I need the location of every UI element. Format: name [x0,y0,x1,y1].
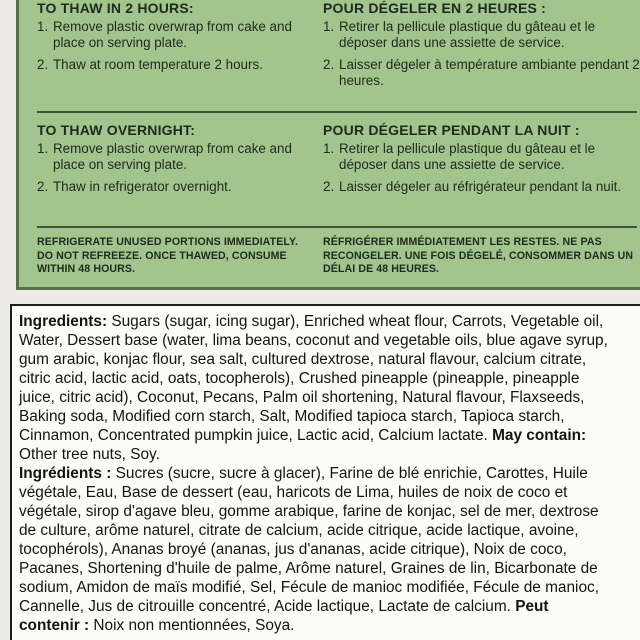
thaw-2h-fr [323,0,640,90]
section-divider [37,226,637,228]
may-contain-label-fr: Peut [515,598,549,615]
ingredients-fr-line: végétale, Eau, Base de dessert (eau, haricots de Lima, huiles de noix de coco et [19,484,568,501]
thaw-overnight-fr-step-2: 2. Laisser dégeler au réfrigérateur pendant la nuit. [323,178,622,194]
ingredients-en-line: gum arabic, konjac flour, sea salt, cultured dextrose, natural flavour, calcium citrate, [19,351,587,368]
thaw-overnight-en [37,122,319,195]
ingredients-fr-line: sodium, Amidon de maïs modifié, Sel, Fécule de manioc modifiée, Fécule de manioc, [19,579,599,596]
ingredients-en-line: Other tree nuts, Soy. [19,446,160,463]
thawing-instructions-panel [16,0,640,290]
thaw-2h-fr-step-1: 1. Retirer la pellicule plastique du gâteau et le déposer dans une assiette de service. [323,18,596,50]
ingredients-en-line: Ingredients: Sugars (sugar, icing sugar), Enriched wheat flour, Carrots, Vegetable oil, [19,313,604,330]
ingredients-en [19,312,640,464]
thaw-2h-fr-heading: POUR DÉGELER EN 2 HEURES : [323,0,547,16]
thaw-overnight-en-heading: TO THAW OVERNIGHT: [37,122,196,138]
thaw-overnight-en-step-2: 2. Thaw in refrigerator overnight. [37,178,232,194]
ingredients-fr [19,464,640,635]
ingredients-fr-line: tocophérols), Ananas broyé (ananas, jus d'ananas, acide citrique), Noix de coco, [19,541,567,558]
thaw-2h-en-heading: TO THAW IN 2 HOURS: [37,0,194,16]
thaw-2h-en [37,0,319,73]
thaw-overnight-en-step-1: 1. Remove plastic overwrap from cake and place on serving plate. [37,140,292,172]
thaw-2h-en-step-1: 1. Remove plastic overwrap from cake and place on serving plate. [37,18,292,50]
thaw-2h-en-step-2: 2. Thaw at room temperature 2 hours. [37,56,263,72]
thaw-2h-fr-step-2: 2. Laisser dégeler à température ambiante pendant 2 heures. [323,56,640,88]
ingredients-en-line: Water, Dessert base (water, lima beans, coconut and vegetable oils, blue agave syrup, [19,332,608,349]
ingredients-en-line: Cinnamon, Concentrated pumpkin juice, Lactic acid, Calcium lactate. May contain: [19,427,587,444]
ingredients-en-line: citric acid, lactic acid, oats, tocopherols), Crushed pineapple (pineapple, pineapple [19,370,580,387]
ingredients-fr-line: Ingrédients : Sucres (sucre, sucre à glacer), Farine de blé enrichie, Carottes, Huile [19,465,588,482]
ingredients-fr-line: Pacanes, Shortening d'huile de palme, Arôme naturel, Graines de lin, Bicarbonate de [19,560,598,577]
ingredients-en-line: juice, citric acid), Coconut, Pecans, Palm oil shortening, Natural flavour, Flaxseeds, [19,389,585,406]
section-divider [37,111,637,113]
ingredients-panel [10,304,640,640]
ingredients-fr-line: végétale, sirop d'agave bleu, gomme arabique, farine de konjac, sel de mer, dextrose [19,503,599,520]
ingredients-fr-line: Cannelle, Jus de citrouille concentré, Acide lactique, Lactate de calcium. Peut [19,598,549,615]
thaw-overnight-fr-step-1: 1. Retirer la pellicule plastique du gâteau et le déposer dans une assiette de service. [323,140,596,172]
storage-warning-fr: RÉFRIGÉRER IMMÉDIATEMENT LES RESTES. NE PAS RECONGELER. UNE FOIS DÉGELÉ, CONSOMMER DANS UN DÉLAI DE 48 HEURES. [323,236,634,276]
thaw-overnight-fr-heading: POUR DÉGELER PENDANT LA NUIT : [323,122,580,138]
ingredients-fr-line: de culture, arôme naturel, citrate de calcium, acide citrique, acide lactique, avoine, [19,522,579,539]
thaw-overnight-fr [323,122,640,195]
ingredients-en-line: Baking soda, Modified corn starch, Salt, Modified tapioca starch, Tapioca starch, [19,408,565,425]
ingredients-fr-line: contenir : Noix non mentionnées, Soya. [19,617,295,634]
storage-warning-en: REFRIGERATE UNUSED PORTIONS IMMEDIATELY. DO NOT REFREEZE. ONCE THAWED, CONSUME WITHIN 48 HOURS. [37,236,299,276]
may-contain-label-en: May contain: [492,427,587,444]
